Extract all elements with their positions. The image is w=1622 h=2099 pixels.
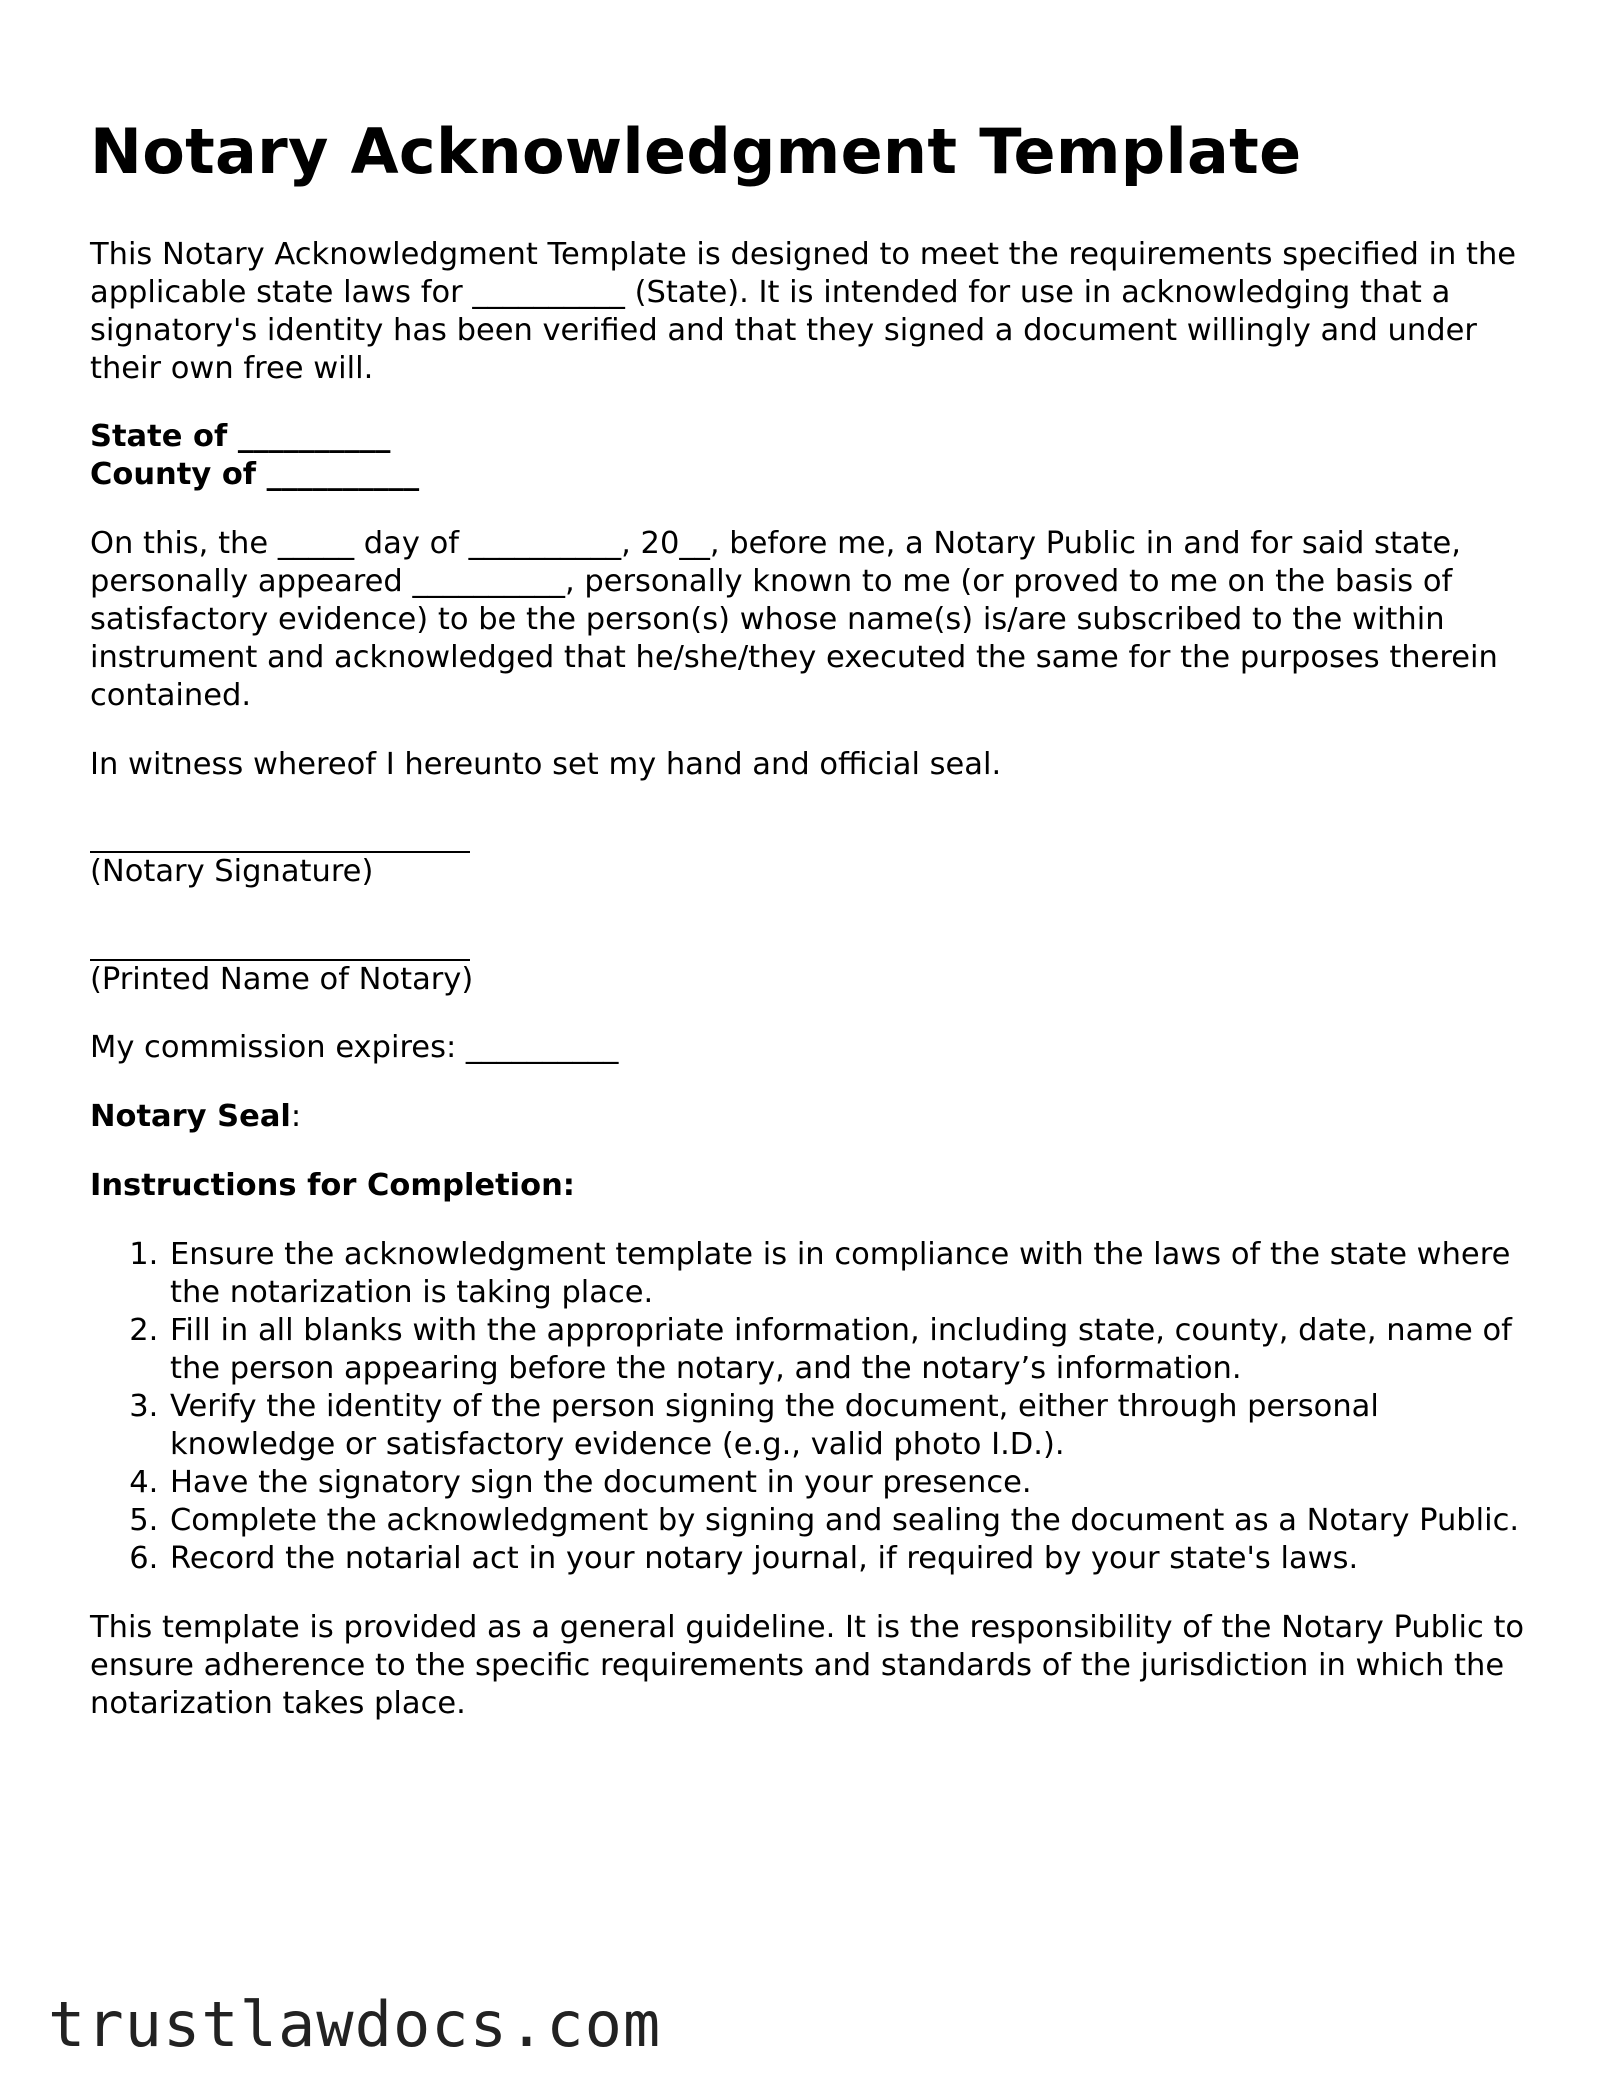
- state-line: State of __________: [90, 419, 391, 454]
- instructions-list: [90, 1236, 1550, 1578]
- printed-name-caption: (Printed Name of Notary): [90, 962, 474, 997]
- commission-expires: My commission expires: __________: [90, 1030, 619, 1065]
- notary-signature-caption: (Notary Signature): [90, 854, 374, 889]
- page-title: Notary Acknowledgment Template: [90, 115, 1302, 188]
- notary-seal-label: Notary Seal: [90, 1099, 291, 1134]
- venue-block: [90, 418, 1550, 494]
- instructions-heading: Instructions for Completion:: [90, 1168, 575, 1203]
- acknowledgment-paragraph: On this, the _____ day of __________, 20__, before me, a Notary Public in and for said state, personally appeared __________, personally known to me (or proved to me on the basis of satisfactory evidence) to be the person(s) whose name(s) is/are subscribed to the within instrument and acknowledged that he/she/they executed the same for the purposes therein contained.: [90, 526, 1498, 713]
- list-item: 2. Fill in all blanks with the appropriate information, including state, county, date, name of the person appearing before the notary, and the notary’s information.: [168, 1312, 1550, 1388]
- notary-seal-colon: :: [290, 1099, 302, 1134]
- list-item: 4. Have the signatory sign the document in your presence.: [168, 1464, 1550, 1502]
- notary-signature-block: [90, 815, 1550, 891]
- site-watermark: trustlawdocs.com: [48, 1988, 662, 2061]
- witness-statement: In witness whereof I hereunto set my hand and official seal.: [90, 747, 1002, 782]
- printed-name-line: [90, 923, 470, 961]
- list-item: 5. Complete the acknowledgment by signing and sealing the document as a Notary Public.: [168, 1502, 1550, 1540]
- notary-seal-line: [90, 1098, 1550, 1136]
- list-item: 6. Record the notarial act in your notary journal, if required by your state's laws.: [168, 1540, 1550, 1578]
- closing-paragraph: This template is provided as a general guideline. It is the responsibility of the Notary Public to ensure adherence to the specific requirements and standards of the jurisdiction in which the notarization takes place.: [90, 1610, 1525, 1721]
- document-page: [90, 112, 1550, 1723]
- list-item: 1. Ensure the acknowledgment template is in compliance with the laws of the state where the notarization is taking place.: [168, 1236, 1550, 1312]
- intro-paragraph: This Notary Acknowledgment Template is designed to meet the requirements specified in the applicable state laws for __________ (State). It is intended for use in acknowledging that a signatory's identity has been verified and that they signed a document willingly and under their own free will.: [90, 237, 1517, 386]
- printed-name-block: [90, 923, 1550, 999]
- list-item: 3. Verify the identity of the person signing the document, either through personal knowledge or satisfactory evidence (e.g., valid photo I.D.).: [168, 1388, 1550, 1464]
- county-line: County of __________: [90, 457, 420, 492]
- notary-signature-line: [90, 815, 470, 853]
